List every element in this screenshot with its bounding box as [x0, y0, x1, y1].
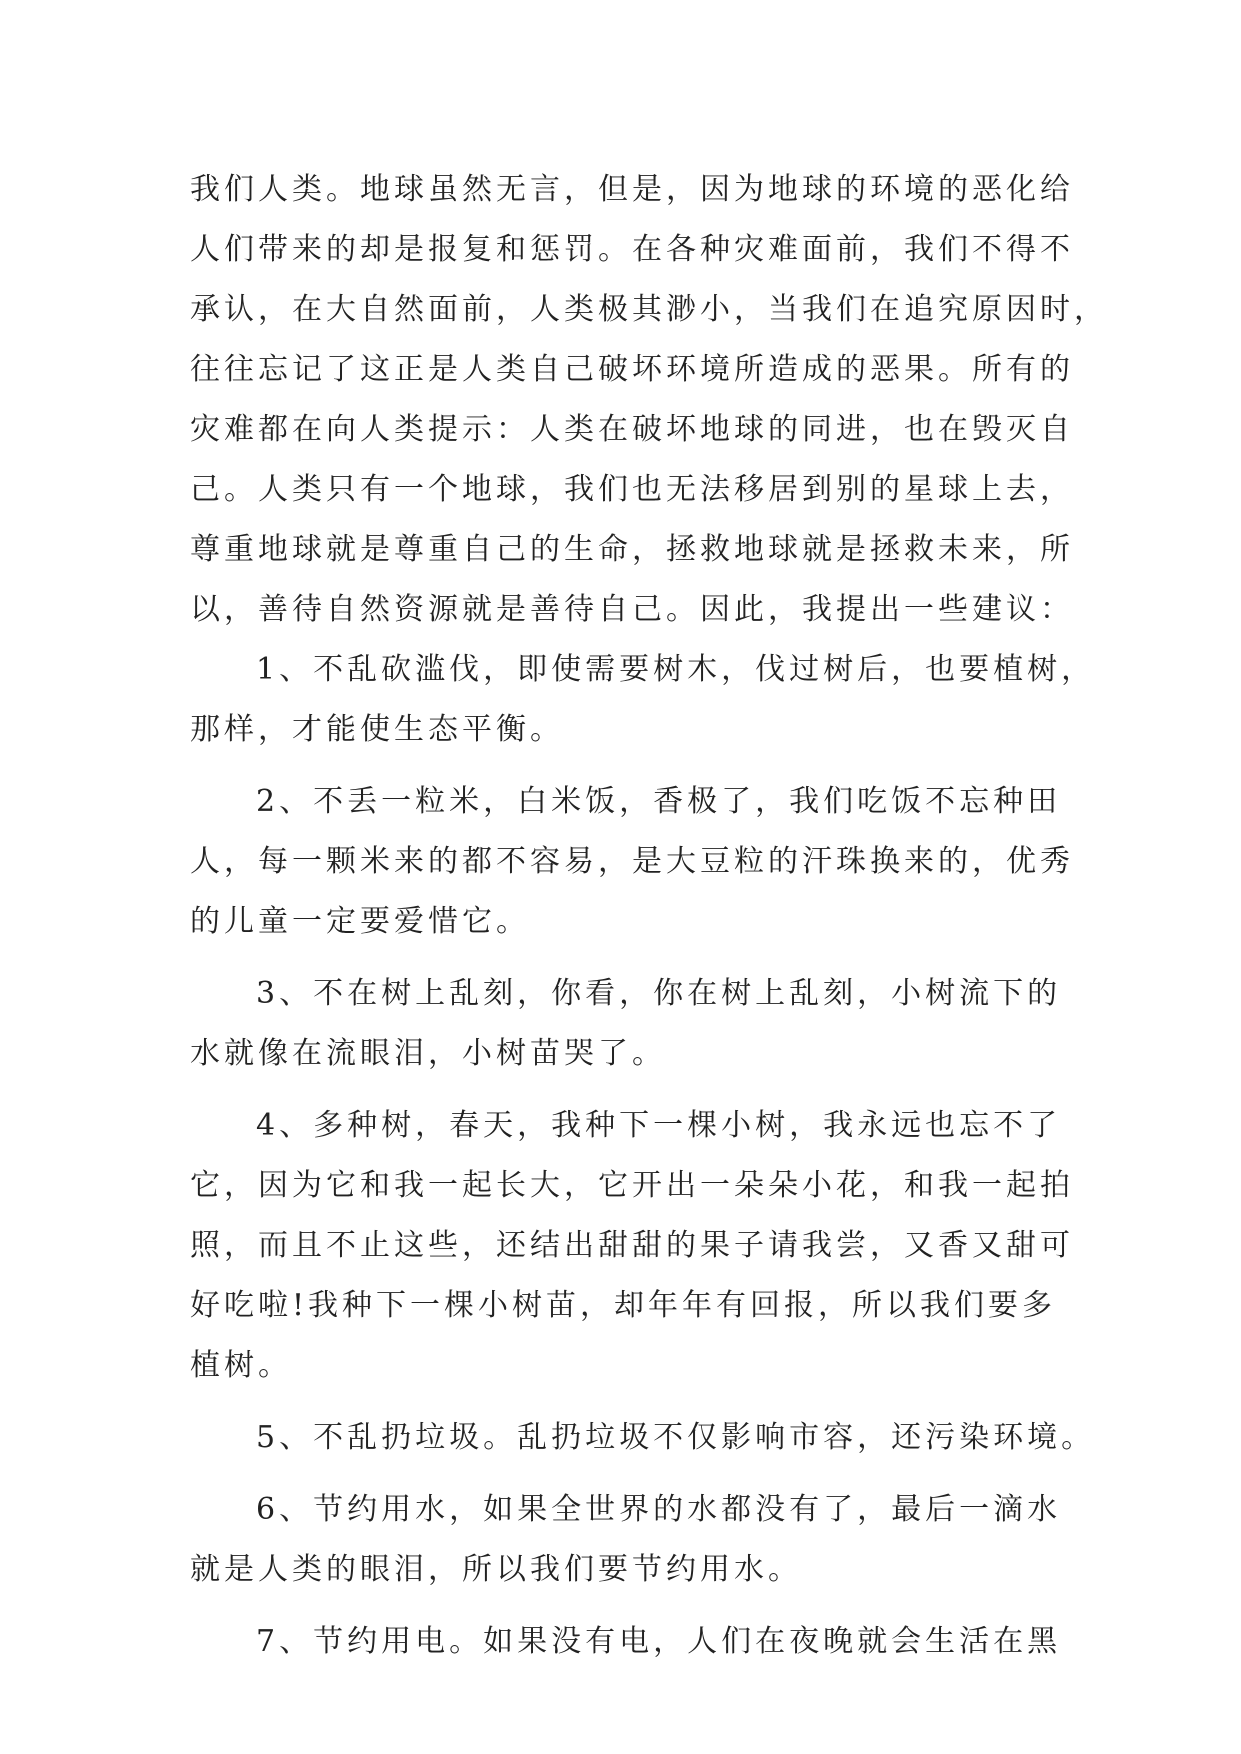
text-line: 植树。: [190, 1348, 292, 1383]
list-item-2-line: 2、不丢一粒米，白米饭，香极了，我们吃饭不忘种田: [256, 784, 1062, 819]
text-line: 就是人类的眼泪，所以我们要节约用水。: [190, 1552, 802, 1587]
text-line: 人，每一颗米来的都不容易，是大豆粒的汗珠换来的，优秀: [190, 844, 1074, 879]
text-line: 往往忘记了这正是人类自己破坏环境所造成的恶果。所有的: [190, 352, 1074, 387]
text-line: 我们人类。地球虽然无言，但是，因为地球的环境的恶化给: [190, 172, 1074, 207]
list-item-7-line: 7、节约用电。如果没有电，人们在夜晚就会生活在黑: [256, 1624, 1062, 1659]
text-line: 水就像在流眼泪，小树苗哭了。: [190, 1036, 666, 1071]
list-item-3-line: 3、不在树上乱刻，你看，你在树上乱刻，小树流下的: [256, 976, 1062, 1011]
text-line: 承认，在大自然面前，人类极其渺小，当我们在追究原因时，: [190, 292, 1108, 327]
text-line: 那样，才能使生态平衡。: [190, 712, 564, 747]
list-item-5-line: 5、不乱扔垃圾。乱扔垃圾不仅影响市容，还污染环境。: [256, 1420, 1096, 1455]
text-line: 己。人类只有一个地球，我们也无法移居到别的星球上去，: [190, 472, 1074, 507]
text-line: 灾难都在向人类提示：人类在破坏地球的同进，也在毁灭自: [190, 412, 1074, 447]
text-line: 好吃啦!我种下一棵小树苗，却年年有回报，所以我们要多: [190, 1288, 1057, 1323]
list-item-6-line: 6、节约用水，如果全世界的水都没有了，最后一滴水: [256, 1492, 1062, 1527]
text-line: 它，因为它和我一起长大，它开出一朵朵小花，和我一起拍: [190, 1168, 1074, 1203]
document-body: [190, 160, 1108, 1672]
list-item-1-line: 1、不乱砍滥伐，即使需要树木，伐过树后，也要植树，: [256, 652, 1096, 687]
list-item-4-line: 4、多种树，春天，我种下一棵小树，我永远也忘不了: [256, 1108, 1062, 1143]
text-line: 以，善待自然资源就是善待自己。因此，我提出一些建议：: [190, 592, 1074, 627]
text-line: 照，而且不止这些，还结出甜甜的果子请我尝，又香又甜可: [190, 1228, 1074, 1263]
text-line: 人们带来的却是报复和惩罚。在各种灾难面前，我们不得不: [190, 232, 1074, 267]
text-line: 的儿童一定要爱惜它。: [190, 904, 530, 939]
text-line: 尊重地球就是尊重自己的生命，拯救地球就是拯救未来，所: [190, 532, 1074, 567]
